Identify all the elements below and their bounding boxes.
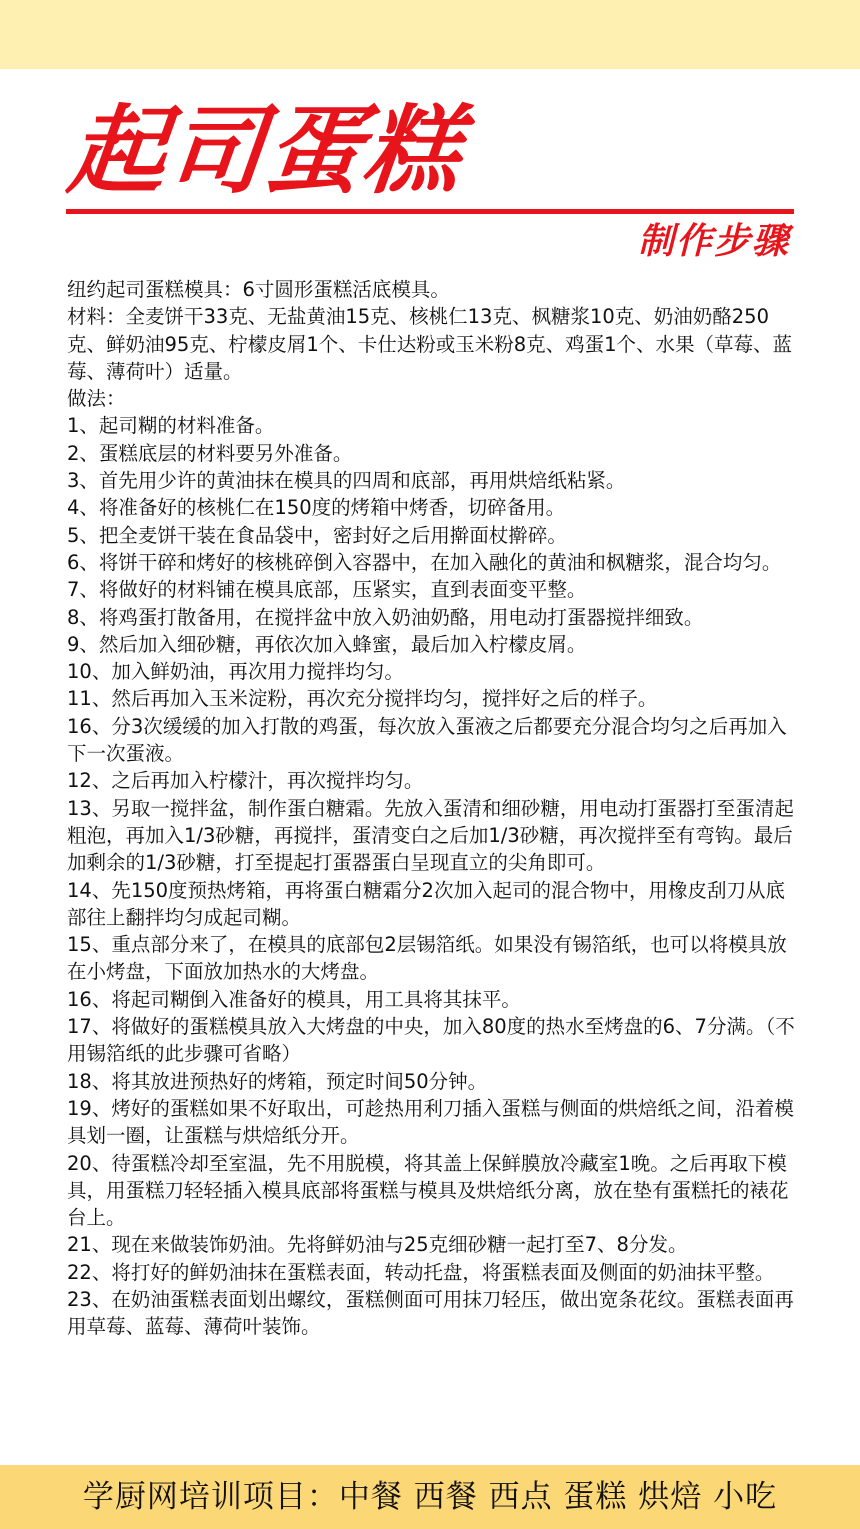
text-line: 1、起司糊的材料准备。 bbox=[67, 414, 275, 438]
text-line: 15、重点部分来了，在模具的底部包2层锡箔纸。如果没有锡箔纸，也可以将模具放在小烤盘，下面放加热水的大烤盘。 bbox=[67, 933, 787, 984]
text-line: 做法： bbox=[67, 387, 126, 411]
text-line: 8、将鸡蛋打散备用，在搅拌盆中放入奶油奶酪，用电动打蛋器搅拌细致。 bbox=[67, 605, 704, 629]
text-line: 14、先150度预热烤箱，再将蛋白糖霜分2次加入起司的混合物中，用橡皮刮刀从底部往上翻拌均匀成起司糊。 bbox=[67, 878, 785, 929]
text-line: 16、将起司糊倒入准备好的模具，用工具将其抹平。 bbox=[67, 987, 521, 1011]
text-line: 10、加入鲜奶油，再次用力搅拌均匀。 bbox=[67, 660, 404, 684]
text-line: 22、将打好的鲜奶油抹在蛋糕表面，转动托盘，将蛋糕表面及侧面的奶油抹平整。 bbox=[67, 1260, 775, 1284]
text-line: 21、现在来做装饰奶油。先将鲜奶油与25克细砂糖一起打至7、8分发。 bbox=[67, 1233, 688, 1257]
text-line: 纽约起司蛋糕模具：6寸圆形蛋糕活底模具。 bbox=[67, 278, 450, 301]
text-line: 11、然后再加入玉米淀粉，再次充分搅拌均匀，搅拌好之后的样子。 bbox=[67, 687, 658, 711]
text-line: 3、首先用少许的黄油抹在模具的四周和底部，再用烘焙纸粘紧。 bbox=[67, 469, 626, 493]
top-band bbox=[0, 0, 860, 69]
text-line: 19、烤好的蛋糕如果不好取出，可趁热用利刀插入蛋糕与侧面的烘焙纸之间，沿着模具划一圈，让蛋糕与烘焙纸分开。 bbox=[67, 1096, 794, 1148]
footer-band bbox=[0, 1465, 860, 1529]
text-line: 13、另取一搅拌盆，制作蛋白糖霜。先放入蛋清和细砂糖，用电动打蛋器打至蛋清起粗泡，再加入1/3砂糖，再搅拌，蛋清变白之后加1/3砂糖，再次搅拌至有弯钩。最后加剩余的1/3砂糖，打至提起打蛋器蛋白呈现直立的尖角即可。 bbox=[67, 796, 794, 875]
text-line: 20、待蛋糕冷却至室温，先不用脱模，将其盖上保鲜膜放冷藏室1晚。之后再取下模具，用蛋糕刀轻轻插入模具底部将蛋糕与模具及烘焙纸分离，放在垫有蛋糕托的裱花台上。 bbox=[67, 1151, 789, 1230]
page-title: 起司蛋糕 bbox=[63, 95, 468, 207]
title-divider bbox=[66, 209, 794, 214]
text-line: 4、将准备好的核桃仁在150度的烤箱中烤香，切碎备用。 bbox=[67, 496, 566, 520]
text-line: 6、将饼干碎和烤好的核桃碎倒入容器中，在加入融化的黄油和枫糖浆，混合均匀。 bbox=[67, 550, 782, 574]
text-line: 18、将其放进预热好的烤箱，预定时间50分钟。 bbox=[67, 1069, 488, 1093]
text-line: 5、把全麦饼干装在食品袋中，密封好之后用擀面杖擀碎。 bbox=[67, 523, 567, 547]
text-line: 12、之后再加入柠檬汁，再次搅拌均匀。 bbox=[67, 769, 424, 793]
text-line: 2、蛋糕底层的材料要另外准备。 bbox=[67, 441, 353, 465]
text-line: 16、分3次缓缓的加入打散的鸡蛋，每次放入蛋液之后都要充分混合均匀之后再加入下一次蛋液。 bbox=[67, 714, 787, 766]
text-line: 23、在奶油蛋糕表面划出螺纹，蛋糕侧面可用抹刀轻压，做出宽条花纹。蛋糕表面再用草莓、蓝莓、薄荷叶装饰。 bbox=[67, 1287, 794, 1339]
recipe-content bbox=[67, 276, 795, 1341]
text-line: 17、将做好的蛋糕模具放入大烤盘的中央，加入80度的热水至烤盘的6、7分满。（不用锡箔纸的此步骤可省略） bbox=[67, 1015, 795, 1066]
footer-text: 学厨网培训项目：中餐 西餐 西点 蛋糕 烘焙 小吃 bbox=[82, 1479, 778, 1515]
text-line: 9、然后加入细砂糖，再依次加入蜂蜜，最后加入柠檬皮屑。 bbox=[67, 632, 587, 656]
page-subtitle: 制作步骤 bbox=[637, 221, 790, 262]
text-line: 7、将做好的材料铺在模具底部，压紧实，直到表面变平整。 bbox=[67, 578, 587, 602]
text-line: 材料：全麦饼干33克、无盐黄油15克、核桃仁13克、枫糖浆10克、奶油奶酪250克、鲜奶油95克、柠檬皮屑1个、卡仕达粉或玉米粉8克、鸡蛋1个、水果（草莓、蓝莓、薄荷叶）适量。 bbox=[67, 305, 793, 383]
